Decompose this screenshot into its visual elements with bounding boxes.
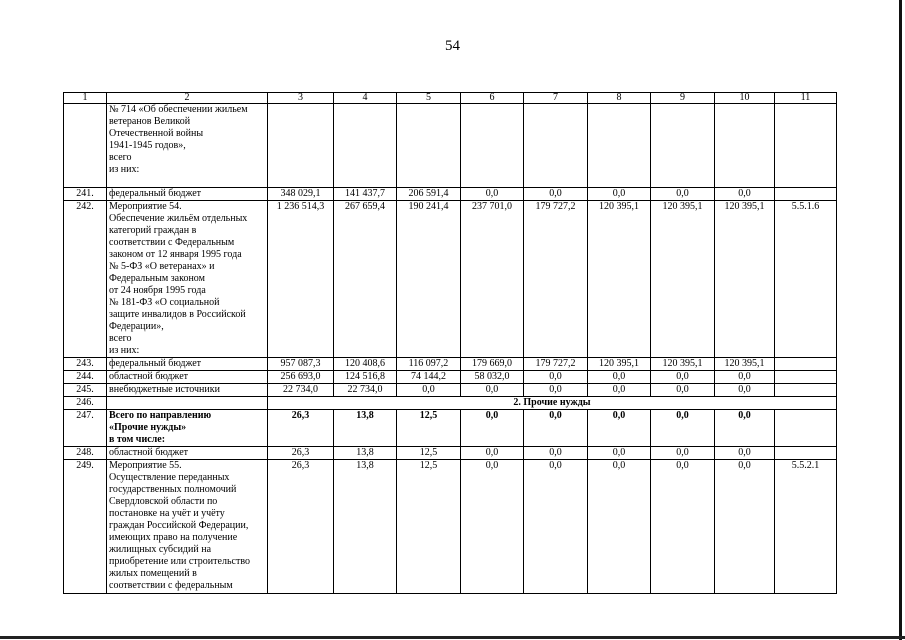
table-row	[64, 384, 837, 397]
row-name: областной бюджет	[107, 371, 268, 384]
value-cell	[268, 104, 334, 188]
value-cell: 13,8	[334, 447, 397, 460]
value-cell	[334, 104, 397, 188]
row-name: Мероприятие 55. Осуществление переданных государственных полномочий Свердловской области по постановке на учёт и учёту граждан Российской Федерации, имеющих право на получение жилищных субсидий на приобретение или строительство жилых помещений в соответствии с федеральным	[107, 460, 268, 594]
value-cell	[715, 104, 775, 188]
row-number: 247.	[64, 410, 107, 447]
value-cell: 120 395,1	[715, 201, 775, 358]
value-cell: 22 734,0	[334, 384, 397, 397]
value-cell	[524, 104, 588, 188]
value-cell: 0,0	[651, 384, 715, 397]
value-cell: 179 727,2	[524, 358, 588, 371]
table-row	[64, 104, 837, 188]
value-cell: 0,0	[715, 410, 775, 447]
value-cell: 13,8	[334, 410, 397, 447]
target-code-cell	[775, 447, 837, 460]
page-number: 54	[445, 38, 460, 54]
value-cell: 256 693,0	[268, 371, 334, 384]
value-cell: 22 734,0	[268, 384, 334, 397]
header-cell: 11	[775, 93, 837, 104]
value-cell: 179 669,0	[461, 358, 524, 371]
value-cell: 124 516,8	[334, 371, 397, 384]
header-cell: 4	[334, 93, 397, 104]
target-code-cell: 5.5.2.1	[775, 460, 837, 594]
table-row	[64, 188, 837, 201]
value-cell: 0,0	[651, 410, 715, 447]
table-row	[64, 447, 837, 460]
value-cell: 0,0	[715, 371, 775, 384]
row-number	[64, 104, 107, 188]
header-cell: 9	[651, 93, 715, 104]
value-cell: 120 395,1	[715, 358, 775, 371]
value-cell: 1 236 514,3	[268, 201, 334, 358]
target-code-cell	[775, 104, 837, 188]
value-cell: 120 395,1	[588, 358, 651, 371]
value-cell: 0,0	[461, 410, 524, 447]
financing-table	[63, 92, 837, 594]
value-cell: 206 591,4	[397, 188, 461, 201]
value-cell: 267 659,4	[334, 201, 397, 358]
value-cell: 12,5	[397, 447, 461, 460]
table-row	[64, 358, 837, 371]
value-cell: 120 395,1	[651, 358, 715, 371]
value-cell: 0,0	[715, 447, 775, 460]
value-cell: 12,5	[397, 460, 461, 594]
row-number: 244.	[64, 371, 107, 384]
section-title: 2. Прочие нужды	[268, 397, 837, 410]
table-row	[64, 201, 837, 358]
value-cell: 0,0	[588, 410, 651, 447]
target-code-cell: 5.5.1.6	[775, 201, 837, 358]
target-code-cell	[775, 358, 837, 371]
table-row	[64, 371, 837, 384]
value-cell: 0,0	[715, 188, 775, 201]
value-cell: 0,0	[651, 188, 715, 201]
value-cell: 120 395,1	[651, 201, 715, 358]
value-cell: 26,3	[268, 447, 334, 460]
value-cell: 26,3	[268, 460, 334, 594]
header-cell: 3	[268, 93, 334, 104]
target-code-cell	[775, 410, 837, 447]
value-cell	[588, 104, 651, 188]
row-number: 248.	[64, 447, 107, 460]
value-cell: 120 408,6	[334, 358, 397, 371]
table-row	[64, 460, 837, 594]
value-cell: 0,0	[588, 447, 651, 460]
row-number: 246.	[64, 397, 107, 410]
row-number: 243.	[64, 358, 107, 371]
value-cell: 116 097,2	[397, 358, 461, 371]
value-cell: 0,0	[461, 460, 524, 594]
row-number: 241.	[64, 188, 107, 201]
value-cell: 26,3	[268, 410, 334, 447]
row-name: Всего по направлению «Прочие нужды» в том числе:	[107, 410, 268, 447]
section-blank-cell	[107, 397, 268, 410]
value-cell	[461, 104, 524, 188]
value-cell	[397, 104, 461, 188]
value-cell: 0,0	[461, 447, 524, 460]
row-number: 249.	[64, 460, 107, 594]
value-cell: 120 395,1	[588, 201, 651, 358]
value-cell: 0,0	[588, 371, 651, 384]
value-cell: 0,0	[461, 188, 524, 201]
value-cell: 13,8	[334, 460, 397, 594]
header-cell: 5	[397, 93, 461, 104]
value-cell: 0,0	[524, 410, 588, 447]
value-cell: 12,5	[397, 410, 461, 447]
value-cell: 58 032,0	[461, 371, 524, 384]
header-cell: 8	[588, 93, 651, 104]
header-cell: 10	[715, 93, 775, 104]
value-cell: 0,0	[397, 384, 461, 397]
value-cell: 237 701,0	[461, 201, 524, 358]
page-frame-bottom	[0, 636, 905, 639]
value-cell: 0,0	[715, 460, 775, 594]
table-row	[64, 397, 837, 410]
value-cell: 0,0	[461, 384, 524, 397]
target-code-cell	[775, 384, 837, 397]
page-frame-right	[899, 0, 902, 640]
table-row	[64, 410, 837, 447]
value-cell: 0,0	[588, 460, 651, 594]
value-cell: 957 087,3	[268, 358, 334, 371]
value-cell: 0,0	[524, 371, 588, 384]
row-name: внебюджетные источники	[107, 384, 268, 397]
value-cell: 0,0	[651, 447, 715, 460]
value-cell: 179 727,2	[524, 201, 588, 358]
value-cell: 0,0	[524, 460, 588, 594]
row-name: федеральный бюджет	[107, 358, 268, 371]
row-name: Мероприятие 54. Обеспечение жильём отдельных категорий граждан в соответствии с Федеральным законом от 12 января 1995 года № 5-ФЗ «О ветеранах» и Федеральным законом от 24 ноября 1995 года № 181-ФЗ «О социальной защите инвалидов в Российской Федерации», всего из них:	[107, 201, 268, 358]
value-cell: 0,0	[524, 384, 588, 397]
value-cell: 0,0	[651, 371, 715, 384]
value-cell	[651, 104, 715, 188]
value-cell: 0,0	[524, 188, 588, 201]
row-number: 242.	[64, 201, 107, 358]
value-cell: 0,0	[715, 384, 775, 397]
value-cell: 0,0	[588, 384, 651, 397]
target-code-cell	[775, 188, 837, 201]
row-name: № 714 «Об обеспечении жильем ветеранов Великой Отечественной войны 1941-1945 годов», всего из них:	[107, 104, 268, 188]
row-number: 245.	[64, 384, 107, 397]
value-cell: 190 241,4	[397, 201, 461, 358]
value-cell: 348 029,1	[268, 188, 334, 201]
value-cell: 141 437,7	[334, 188, 397, 201]
value-cell: 0,0	[524, 447, 588, 460]
row-name: федеральный бюджет	[107, 188, 268, 201]
header-row	[64, 93, 837, 104]
value-cell: 0,0	[588, 188, 651, 201]
header-cell: 6	[461, 93, 524, 104]
value-cell: 0,0	[651, 460, 715, 594]
header-cell: 2	[107, 93, 268, 104]
target-code-cell	[775, 371, 837, 384]
header-cell: 1	[64, 93, 107, 104]
header-cell: 7	[524, 93, 588, 104]
value-cell: 74 144,2	[397, 371, 461, 384]
row-name: областной бюджет	[107, 447, 268, 460]
